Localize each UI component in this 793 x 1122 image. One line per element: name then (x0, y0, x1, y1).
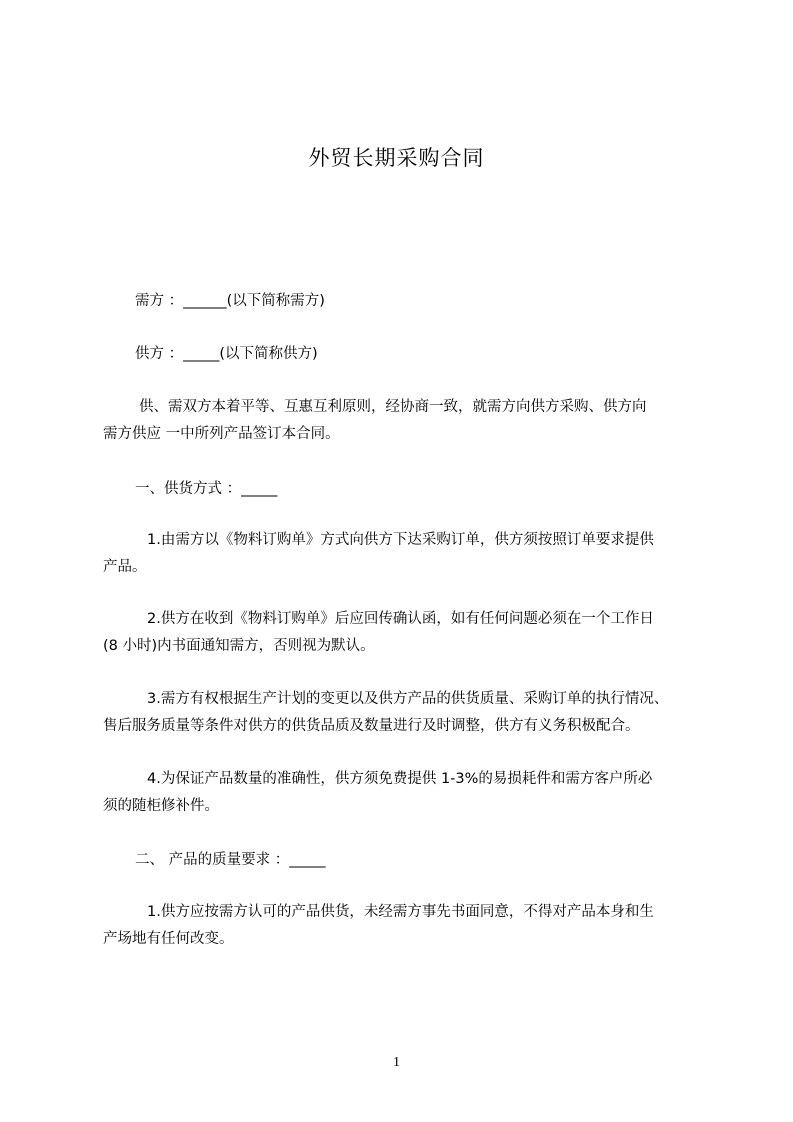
section2-item-1-line-2: 产场地有任何改变。 (103, 931, 234, 947)
section2-item-1-line-1: 1.供方应按需方认可的产品供货，未经需方事先书面同意，不得对产品本身和生 (147, 904, 654, 920)
section1-item-1-line-1: 1.由需方以《物料订购单》方式向供方下达采购订单，供方须按照订单要求提供 (147, 532, 654, 548)
section1-item-4 (103, 766, 703, 820)
section1-item-1 (103, 527, 703, 581)
intro-line-2: 需方供应 一中所列产品签订本合同。 (103, 426, 340, 442)
section1-item-2 (103, 606, 703, 660)
section1-item-3-line-2: 售后服务质量等条件对供方的供货品质及数量进行及时调整，供方有义务积极配合。 (103, 718, 640, 734)
document-title: 外贸长期采购合同 (308, 146, 485, 170)
intro-paragraph (103, 394, 703, 448)
section1-item-3-line-1: 3.需方有权根据生产计划的变更以及供方产品的供货质量、采购订单的执行情况、 (147, 691, 669, 707)
section1-item-1-line-2: 产品。 (103, 559, 147, 575)
section2-item-1 (103, 899, 703, 953)
section1-item-2-line-1: 2.供方在收到《物料订购单》后应回传确认函，如有任何问题必须在一个工作日 (147, 611, 654, 627)
section1-item-2-line-2: (8 小时)内书面通知需方，否则视为默认。 (103, 638, 375, 654)
buyer-line: 需方 ：______(以下简称需方) (135, 293, 325, 309)
section1-item-4-line-1: 4.为保证产品数量的准确性，供方须免费提供 1-3%的易损耗件和需方客户所必 (147, 771, 653, 787)
section1-heading: 一、供货方式 ：_____ (135, 481, 278, 497)
section1-item-4-line-2: 须的随柜修补件。 (103, 798, 219, 814)
section1-item-3 (103, 686, 703, 740)
page-number: 1 (393, 1055, 400, 1070)
supplier-line: 供方 ：_____(以下简称供方) (135, 346, 318, 362)
intro-line-1: 供、需双方本着平等、互惠互利原则，经协商一致，就需方向供方采购、供方向 (139, 399, 647, 415)
section2-heading: 二、 产品的质量要求 ：_____ (135, 852, 326, 868)
